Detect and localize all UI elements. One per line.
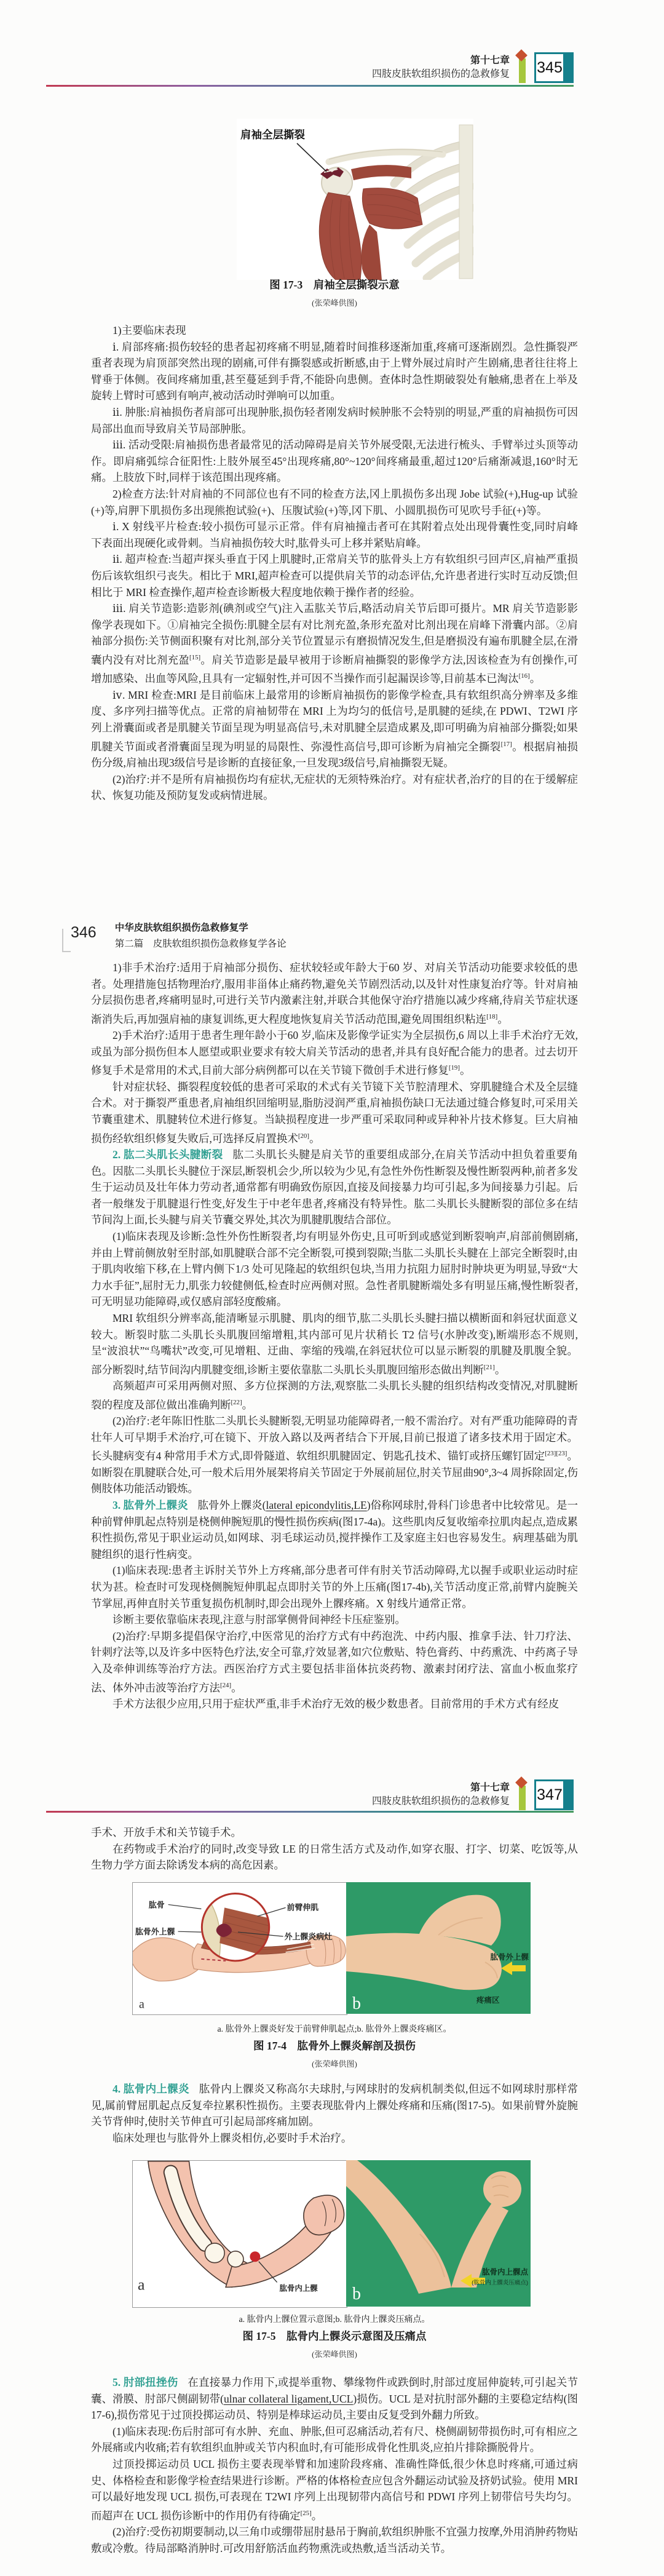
- section-5-latin-term: ulnar collateral ligament,UCL: [223, 2392, 354, 2405]
- section-3-text: )俗称网球肘,骨科门诊患者中比较常见。是一种前臂伸肌起点特别是桡侧伸腕短肌的慢性损伤疾病(图17-4a)。这些肌肉反复收缩牵拉肌肉起点,造成累积性损伤,常见于职业运动员,如网球、羽毛球运动员,搅拌操作工及家庭主妇也容易发生。病理基础为肌腱组织的退行性病变。: [91, 1498, 578, 1560]
- figure4-caption-sub: a. 肱骨外上髁炎好发于前臂伸肌起点;b. 肱骨外上髁炎疼痛区。: [217, 2025, 452, 2034]
- page-box-strip: [563, 54, 572, 81]
- paragraph: ⅳ. MRI 检查:MRI 是目前临床上最常用的诊断肩袖损伤的影像学检查,具有软组织高分辨率及多维度、多序列扫描等优点。正常的肩袖韧带在 MRI 上为均匀的低信号,是肌腱的延续,在 PDWI、T2WI 序列上滑囊面或者是肌腱关节面呈现为明显高信号,未对肌腱全层造成累及,即可明确为肩袖部分撕裂;如果肌腱关节面或者滑囊面呈现为明显的局限性、弥漫性高信号,即可诊断为肩袖完全撕裂[17]。根据肩袖损伤分级,肩袖出现3级信号是诊断的直接征象,一旦发现3级信号,肩袖撕裂无疑。: [91, 688, 579, 769]
- running-titles: [115, 920, 287, 950]
- paragraph: ⅱ. 肿胀:肩袖损伤者肩部可出现肿胀,损伤轻者刚发病时候肿胀不会特别的明显,严重的肩袖损伤可因局部出血而导致肩关节局部肿胀。: [91, 405, 578, 435]
- paragraph: 在药物或手术治疗的同时,改变导致 LE 的日常生活方式及动作,如穿衣服、打字、切菜、吃饭等,从生物力学方面去除诱发本病的高危因素。: [91, 1842, 578, 1872]
- paragraph: 临床处理也与肱骨外上髁炎相仿,必要时手术治疗。: [113, 2131, 352, 2144]
- section-4-heading: 4. 肱骨内上髁炎: [113, 2083, 189, 2095]
- page-347-section-4: [91, 2081, 578, 2146]
- section-2-text: 肱二头肌长头腱是肩关节的重要组成部分,在肩关节活动中担负着重要角色。因肱二头肌长头腱位于深层,断裂机会少,所以较为少见,有急性外伤性断裂及慢性断裂两种,前者多发生于运动员及壮年体力劳动者,通常都有明确致伤原因,直接及间接暴力均可引起,多为间接暴力引起。后者一般继发于肌腱退行性变,好发生于中老年患者,疼痛没有特异性。肱二头肌长头腱断裂的部位多在结节间沟上面,长头腱与肩关节囊交界处,其次为肌腱肌腹结合部位。: [91, 1148, 579, 1226]
- page-header-347: [372, 1779, 574, 1811]
- page-number-box: [534, 1779, 574, 1810]
- chapter-ornament: [517, 52, 527, 84]
- paragraph: (2)治疗:早期多提倡保守治疗,中医常见的治疗方式有中药泡洗、中药内服、推拿手法、针刀疗法、针刺疗法等,以及许多中医特色疗法,安全可靠,疗效显著,如穴位敷贴、特色膏药、中药熏洗、中药离子导入及牵伸训练等治疗方法。西医治疗方式主要包括非甾体抗炎药物、激素封闭疗法、富血小板血浆疗法、体外冲击波等治疗方法[24]。: [91, 1629, 578, 1694]
- figure5-caption-credit: (张荣峰供图): [312, 2350, 357, 2359]
- elbow-photo-lateral: [346, 1882, 531, 2014]
- chapter-number: 第十七章: [470, 1782, 510, 1793]
- paragraph: 2)检查方法:针对肩袖的不同部位也有不同的检查方法,冈上肌损伤多出现 Jobe 试验(+),Hug-up 试验(+)等,肩胛下肌损伤多出现熊抱试验(+)、压腹试验(+)等,冈下肌、小圆肌损伤可见吹号手征(+)等。: [91, 487, 578, 517]
- panel-letter-b: b: [352, 2284, 361, 2304]
- label-lateral-epicondyle: 肱骨外上髁: [490, 1953, 529, 1962]
- paragraph: ⅲ. 肩关节造影:造影剂(碘剂或空气)注入盂肱关节后,略活动肩关节后即可摄片。MR 肩关节造影影像学表现如下。①肩袖完全损伤:肌腱全层有对比剂充盈,条形充盈对比剂出现在肩峰下滑囊内部。②肩袖部分损伤:关节侧面积聚有对比剂,部分关节位置显示有磨损情况发生,但是磨损没有遍布肌腱全层,在滑囊内没有对比剂充盈[15]。肩关节造影是最早被用于诊断肩袖撕裂的影像学方法,因该检查为有创操作,可增加感染、出血等风险,且具有一定辐射性,并可因不当操作而引起漏误诊等,目前基本已淘汰[16]。: [91, 602, 579, 685]
- pain-point-dot: [250, 2251, 260, 2262]
- ornament-bar: [519, 1786, 526, 1810]
- page-number: [71, 920, 97, 942]
- corner-mark: [62, 929, 71, 952]
- figure3-caption-credit: (张荣峰供图): [312, 298, 357, 308]
- section-4-text: 肱骨内上髁炎又称高尔夫球肘,与网球肘的发病机制类似,但远不如网球肘那样常见,属前臂屈肌起点反复牵拉累积性损伤。主要表现肱骨内上髁处疼痛和压痛(图17-5)。如果前臂外旋腕关节背伸时,使肘关节伸直可引起局部疼痛加剧。: [91, 2083, 578, 2128]
- paragraph: MRI 软组织分辨率高,能清晰显示肌腱、肌肉的细节,肱二头肌长头腱扫描以横断面和斜冠状面意义较大。断裂时肱二头肌长头肌腹回缩增粗,其内部可见片状稍长 T2 信号(水肿改变),断端形态不规则,呈“波浪状”“鸟嘴状”改变,可见增粗、迂曲、挛缩的残端,在斜冠状位可以显示断裂的肌腱及肌腹全貌。部分断裂时,结节间沟内肌腱变细,诊断主要依靠肱二头肌长头肌腹回缩形态做出判断[21]。: [91, 1311, 578, 1376]
- figure-17-5-panel-a: [132, 2160, 347, 2308]
- paragraph: ⅲ. 活动受限:肩袖损伤患者最常见的活动障碍是肩关节外展受限,无法进行梳头、手臂举过头顶等动作。即肩痛弧综合征阳性:上肢外展至45°出现疼痛,80°~120°间疼痛最重,超过120°后痛渐减退,160°时无痛。上肢放下时,同样于该范围出现疼痛。: [91, 439, 578, 484]
- label-lesion: 外上髁炎病灶: [284, 1932, 333, 1942]
- section-2-paragraph: [91, 1147, 578, 1228]
- label-lateral-epicondyle: 肱骨外上髁: [135, 1927, 175, 1937]
- label-medial-epicondyle: 肱骨内上髁: [279, 2284, 318, 2293]
- figure-17-5-panel-b: [346, 2160, 531, 2307]
- paragraph: (1)临床表现:患者主诉肘关节外上方疼痛,部分患者可伴有肘关节活动障碍,尤以握手或职业运动时症状为甚。检查时可发现桡侧腕短伸肌起点即肘关节的外上压痛(图17-4b),关节活动度正常,前臂内旋腕关节掌屈,再伸直肘关节重复损伤机制时,即会出现外上髁疼痛。X 射线片通常正常。: [91, 1564, 578, 1610]
- paragraph: 诊断主要依靠临床表现,注意与肘部掌侧骨间神经卡压症鉴别。: [113, 1613, 406, 1626]
- panel-letter-b: b: [352, 1994, 361, 2013]
- section-5-text: )损伤。UCL 是对抗肘部外翻的主要稳定结构(图17-6),损伤常见于过顶投掷运动员、特别是棒球运动员,主要由反复受到外翻力所致。: [91, 2392, 578, 2422]
- paragraph: (1)临床表现:伤后肘部可有水肿、充血、肿胀,但可忍痛活动,若有尺、桡侧副韧带损伤时,可有相应之外展痛或内收痛;若有软组织血肿或关节内积血时,有可能形成骨化性肌炎,应拍片排除撕脱骨片。: [91, 2425, 578, 2454]
- label-humerus: 肱骨: [148, 1900, 165, 1910]
- paragraph: 手术、开放手术和关节镜手术。: [91, 1826, 242, 1839]
- shoulder-anatomy-drawing: [237, 119, 473, 280]
- header-rule: [46, 1811, 574, 1813]
- header-rule: [46, 85, 574, 87]
- figure3-caption-title: 图 17-3 肩袖全层撕裂示意: [269, 279, 400, 291]
- section-5-pre: 在直接暴力作用下,或提举重物、攀缘物件或跌倒时,肘部过度屈伸旋转,可引起关节囊、滑膜、肘部尺侧副韧带(: [91, 2376, 578, 2405]
- label-medial-epicondyle-point-sub: (肱骨内上髁炎压痛点): [472, 2280, 528, 2286]
- page-number-box: [534, 52, 574, 83]
- section-5-heading: 5. 肘部扭挫伤: [113, 2376, 178, 2388]
- figure-17-4-panel-a: [132, 1882, 347, 2015]
- figure4-caption-credit: (张荣峰供图): [312, 2059, 357, 2069]
- figure5-caption-title: 图 17-5 肱骨内上髁炎示意图及压痛点: [242, 2330, 427, 2342]
- paragraph: 1)非手术治疗:适用于肩袖部分损伤、症状较轻或年龄大于60 岁、对肩关节活动功能要求较低的患者。处理措施包括物理治疗,服用非甾体止痛药物,避免关节剧烈活动,以及针对性康复治疗等。针对肩袖分层损伤患者,疼痛明显时,可进行关节内激素注射,并联合其他保守治疗措施以减少疼痛,待肩关节症状逐渐消失后,再加强肩袖的康复训练,更大程度地恢复肩关节活动范围,避免周围组织粘连[18]。: [91, 961, 578, 1025]
- page-345-body-text: [91, 322, 578, 804]
- paragraph: 手术方法很少应用,只用于症状严重,非手术治疗无效的极少数患者。目前常用的手术方式有经皮: [113, 1697, 559, 1710]
- figure-17-3-shoulder-illustration: [237, 119, 473, 280]
- book-title: 中华皮肤软组织损伤急救修复学: [114, 923, 248, 933]
- page-347-body-text-top: [91, 1824, 578, 1874]
- paragraph: (1)临床表现及诊断:急性外伤性断裂者,均有明显外伤史,且可听到或感觉到断裂响声,肩部前侧剧痛,并由上臂前侧放射至肘部,如肌腱联合部不完全断裂,可摸到裂隙;当肱二头肌长头腱在上部完全断裂时,由于肌肉收缩下移,在上臂内侧下1/3 处可见隆起的软组织包块,当用力抗阻力屈肘时肿块更为明显,导致“大力水手征”,屈肘无力,肌张力较健侧低,检查时应两侧对照。急性者肌腱断端处多有明显压痛,慢性断裂者,可无明显功能障碍,或仅感肩部轻度酸痛。: [91, 1230, 578, 1308]
- section-3-heading: 3. 肱骨外上髁炎: [113, 1498, 188, 1511]
- paragraph: (2)治疗:老年陈旧性肱二头肌长头腱断裂,无明显功能障碍者,一般不需治疗。对有严重功能障碍的青壮年人可早期手术治疗,可在镜下、开放入路以及两者结合下开展,目前已报道了诸多技术用于固定术。长头腱病变有4 种常用手术方式,即骨隧道、软组织肌腱固定、钥匙孔技术、锚钉或挤压螺钉固定[23][23]。如断裂在肌腱联合处,可一般术后用外展架将肩关节固定于外展前屈位,肘关节屈曲90°,3~4 周拆除固定,伤侧肢体功能活动锻炼。: [91, 1415, 578, 1495]
- elbow-anatomy-drawing: [133, 1883, 347, 2014]
- ornament-bar: [519, 58, 526, 83]
- chapter-heading: [372, 1781, 510, 1809]
- figure5-caption-sub: a. 肱骨内上髁位置示意图;b. 肱骨内上髁炎压痛点。: [239, 2315, 430, 2324]
- label-forearm-extensors: 前臂伸肌: [287, 1902, 319, 1912]
- page-346-body-text: [91, 960, 578, 1712]
- paragraph: 针对症状轻、撕裂程度较低的患者可采取的术式有关节镜下关节腔清理术、穿肌腱缝合术及全层缝合术。对于撕裂严重患者,肩袖组织回缩明显,脂肪浸润严重,肩袖损伤缺口无法通过缝合修复时,可采用关节囊重建术、肌腱转位术进行修复。当缺损程度进一步严重可采取同种或异种补片技术修复。巨大肩袖损伤经软组织修复失败后,可选择反肩置换术[20]。: [91, 1080, 578, 1145]
- section-5-paragraph: [91, 2374, 578, 2423]
- paragraph: ⅰ. 肩部疼痛:损伤较轻的患者起初疼痛不明显,随着时间推移逐渐加重,疼痛可逐渐剧烈。急性撕裂严重者表现为肩顶部突然出现的剧痛,可伴有撕裂感或折断感,由于上臂外展过肩时产生剧痛,患者往往将上臂垂于体侧。夜间疼痛加重,甚至蔓延到手背,不能卧向患侧。查体时急性期破裂处有触痛,患者在上举及旋转上臂时可感到有响声,被动活动时弹响可以加重。: [91, 340, 578, 402]
- elbow-photo-medial: [346, 2160, 531, 2307]
- page-header-345: [372, 52, 574, 84]
- paragraph: (2)治疗:受伤初期要制动,以三角巾或绷带屈肘悬吊于胸前,软组织肿胀不宜强力按摩,外用消肿药物贴敷或冷敷。待局部略消肿时.可改用舒筋活血药物熏洗或热敷,适当活动关节。: [91, 2526, 578, 2554]
- label-pain-area: 疼痛区: [476, 1996, 500, 2005]
- section-4-paragraph: [91, 2081, 578, 2130]
- section-3-latin-term: lateral epicondylitis,LE: [266, 1498, 367, 1511]
- paragraph: 过顶投掷运动员 UCL 损伤主要表现举臂和加速阶段疼痛、准确性降低,很少休息时疼痛,可通过病史、体格检查和影像学检查结果进行诊断。严格的体格检查应包含外翻运动试验及挤奶试验。使用 MRI 可以最好地发现 UCL 损伤,可表现在 T2WI 序列上出现韧带内高信号和 PDWI 序列上韧带信号失均匀。而超声在 UCL 损伤诊断中的作用仍有待确定[25]。: [91, 2457, 578, 2522]
- figure-17-3-caption: [91, 277, 578, 308]
- figure-17-4-panel-b: [346, 1882, 531, 2014]
- paragraph: 2)手术治疗:适用于患者生理年龄小于60 岁,临床及影像学证实为全层损伤,6 周以上非手术治疗无效,或虽为部分损伤但本人愿望或职业要求有较大肩关节活动的患者,并具有良好配合能力的患者。过去切开修复手术是常用的术式,目前大部分病例都可以在关节镜下微创手术进行修复[19]。: [91, 1029, 578, 1077]
- page-number: 347: [537, 1786, 563, 1803]
- chapter-ornament: [517, 1779, 527, 1811]
- panel-letter-a: a: [138, 1997, 144, 2011]
- paragraph: ⅰ. X 射线平片检查:较小损伤可显示正常。伴有肩袖撞击者可在其附着点处出现骨囊性变,同时肩峰下表面出现硬化或骨刺。当肩袖损伤较大时,肱骨头可上移并紧贴肩峰。: [91, 520, 578, 549]
- section-3-paragraph: [91, 1497, 578, 1562]
- label-medial-epicondyle-point: 肱骨内上髁点: [481, 2268, 528, 2276]
- page-number-text: 346: [71, 924, 97, 941]
- chapter-title: 四肢皮肤软组织损伤的急救修复: [371, 1796, 510, 1807]
- part-title: 第二篇 皮肤软组织损伤急救修复学各论: [114, 939, 287, 949]
- figure-17-4-caption: [91, 2022, 578, 2069]
- figure4-caption-title: 图 17-4 肱骨外上髁炎解剖及损伤: [253, 2040, 416, 2052]
- medial-epicondyle-drawing: [133, 2161, 347, 2307]
- page-number: 345: [537, 58, 563, 76]
- chapter-title: 四肢皮肤软组织损伤的急救修复: [371, 69, 510, 79]
- paragraph: ⅱ. 超声检查:当超声探头垂直于冈上肌腱时,正常肩关节的肱骨头上方有软组织弓回声区,肩袖严重损伤后该软组织弓丧失。相比于 MRI,超声检查可以提供肩关节的动态评估,允许患者进行实时互动反馈;但相比于 MRI 检查操作,超声检查诊断极大程度地依赖于操作者的经验。: [91, 553, 578, 598]
- section-3-pre: 肱骨外上髁炎(: [197, 1498, 266, 1511]
- section-2-heading: 2. 肱二头肌长头腱断裂: [113, 1148, 223, 1161]
- paragraph: (2)治疗:并不是所有肩袖损伤均有症状,无症状的无须特殊治疗。对有症状者,治疗的目的在于缓解症状、恢复功能及预防复发或病情进展。: [91, 773, 578, 802]
- page-header-346: [71, 920, 287, 950]
- page-box-strip: [563, 1781, 572, 1808]
- chapter-number: 第十七章: [470, 55, 510, 66]
- figure3-callout-label: 肩袖全层撕裂: [240, 129, 305, 141]
- chapter-heading: [372, 54, 510, 82]
- paragraph: 高频超声可采用两侧对照、多方位探测的方法,观察肱二头肌长头腱的组织结构改变情况,对肌腱断裂的程度及部位做出准确判断[22]。: [91, 1380, 578, 1411]
- page-347-section-5: [91, 2374, 578, 2556]
- paragraph: 1)主要临床表现: [113, 324, 186, 336]
- figure-17-5-caption: [91, 2313, 578, 2359]
- panel-letter-a: a: [137, 2275, 145, 2294]
